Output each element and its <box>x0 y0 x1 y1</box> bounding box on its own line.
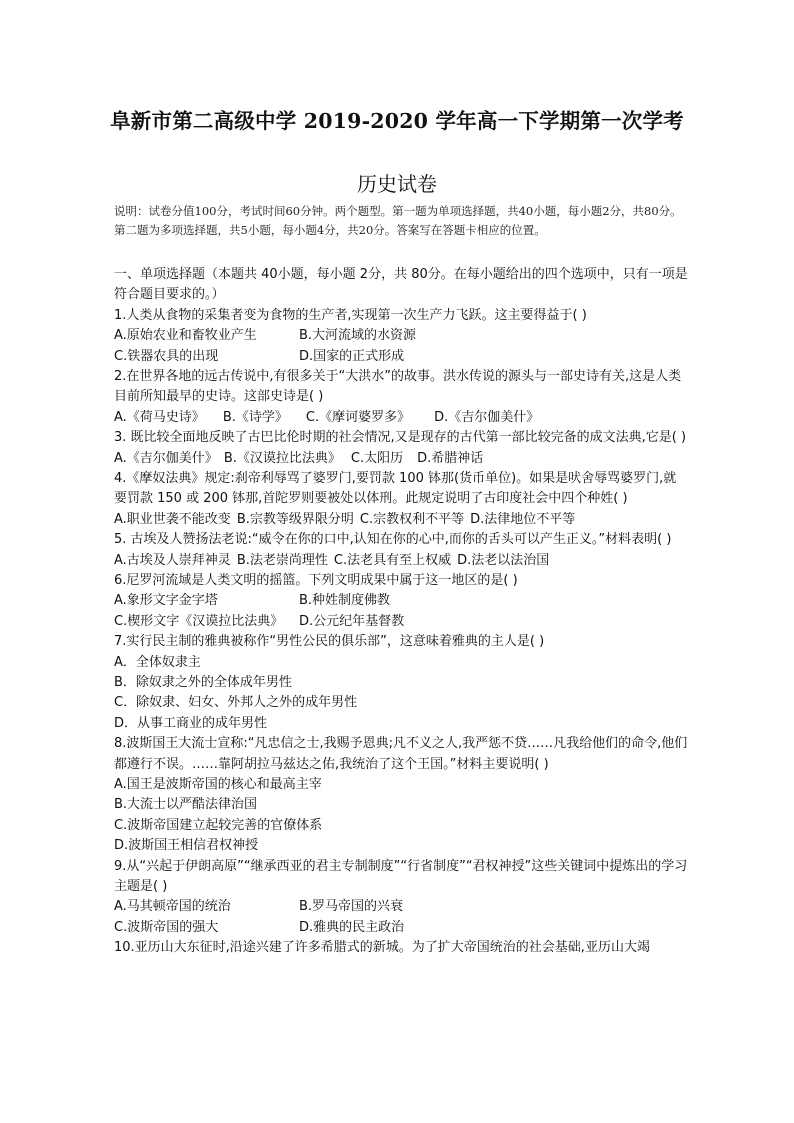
option: A.《吉尔伽美什》 <box>114 450 218 466</box>
option: C.波斯帝国的强大 <box>114 919 219 935</box>
question-stem: 9.从“兴起于伊朗高原”“继承西亚的君主专制制度”“行省制度”“君权神授”这些关键词中提炼出的学习主题是( ) <box>114 858 688 894</box>
question-stem: 5. 古埃及人赞扬法老说:“威令在你的口中,认知在你的心中,而你的舌头可以产生正义。”材料表明( ) <box>114 532 672 548</box>
option: C.波斯帝国建立起较完善的官僚体系 <box>114 817 323 833</box>
option: A.国王是波斯帝国的核心和最高主宰 <box>114 776 322 792</box>
option-row <box>114 918 689 938</box>
option: D.法律地位不平等 <box>470 511 576 527</box>
option: B．除奴隶之外的全体成年男性 <box>114 674 292 690</box>
option: A.原始农业和畜牧业产生 <box>114 328 257 344</box>
option-row <box>114 449 689 469</box>
option: A．全体奴隶主 <box>114 654 201 670</box>
option: D．从事工商业的成年男性 <box>114 715 268 731</box>
question-list <box>114 265 689 959</box>
option: D.雅典的民主政治 <box>299 919 405 935</box>
option: C．除奴隶、妇女、外邦人之外的成年男性 <box>114 695 358 711</box>
question-stem: 7.实行民主制的雅典被称作“男性公民的俱乐部”，这意味着雅典的主人是( ) <box>114 634 545 650</box>
option: D.希腊神话 <box>417 450 484 466</box>
option-row <box>114 347 689 367</box>
option-row <box>114 326 689 346</box>
option: B.大流士以严酷法律治国 <box>114 797 258 813</box>
option: C.《摩诃婆罗多》 <box>305 409 411 425</box>
option: A.象形文字金字塔 <box>114 593 218 609</box>
option: B.罗马帝国的兴衰 <box>299 899 404 915</box>
option: C.铁器农具的出现 <box>114 348 219 364</box>
option: B.《诗学》 <box>222 409 288 425</box>
question-stem: 1.人类从食物的采集者变为食物的生产者,实现第一次生产力飞跃。这主要得益于( ) <box>114 307 587 323</box>
question-stem: 3. 既比较全面地反映了古巴比伦时期的社会情况,又是现存的古代第一部比较完备的成文法典,它是( ) <box>114 430 687 446</box>
question-stem: 4.《摩奴法典》规定:刹帝利辱骂了婆罗门,要罚款 100 钵那(货币单位)。如果是吠舍辱骂婆罗门,就要罚款 150 或 200 钵那,首陀罗则要被处以体刑。此规定说明了古印度社会中四个种姓( ) <box>114 471 677 507</box>
question-stem: 6.尼罗河流域是人类文明的摇篮。下列文明成果中属于这一地区的是( ) <box>114 573 518 588</box>
exam-subtitle: 历史试卷 <box>357 172 437 196</box>
option: A.《荷马史诗》 <box>114 409 205 425</box>
option: C.太阳历 <box>350 450 404 466</box>
question-stem: 10.亚历山大东征时,沿途兴建了许多希腊式的新城。为了扩大帝国统治的社会基础,亚历山大竭 <box>114 940 650 956</box>
option: A.马其顿帝国的统治 <box>114 899 231 915</box>
option: D.法老以法治国 <box>457 552 550 568</box>
option: A.古埃及人崇拜神灵 <box>114 552 231 568</box>
question-stem: 2.在世界各地的远古传说中,有很多关于“大洪水”的故事。洪水传说的源头与一部史诗有关,这是人类目前所知最早的史诗。这部史诗是( ) <box>114 369 682 405</box>
exam-instructions: 说明：试卷分值100分，考试时间60分钟。两个题型。第一题为单项选择题，共40小题，每小题2分，共80分。第二题为多项选择题，共5小题，每小题4分，共20分。答案写在答题卡相应的位置。 <box>114 204 682 237</box>
option-row <box>114 510 689 530</box>
option-row <box>114 408 689 428</box>
option: D.公元纪年基督教 <box>299 613 405 629</box>
option-row <box>114 591 689 611</box>
option-row <box>114 897 689 917</box>
option: C.宗教权利不平等 <box>359 511 465 527</box>
section-heading: 一、单项选择题（本题共 40小题，每小题 2分，共 80分。在每小题给出的四个选项中，只有一项是符合题目要求的。） <box>114 267 688 303</box>
option: B.《汉谟拉比法典》 <box>223 450 341 466</box>
option-row <box>114 551 689 571</box>
option: D.国家的正式形成 <box>299 348 405 364</box>
option: D.《吉尔伽美什》 <box>434 409 540 425</box>
option: B.种姓制度佛教 <box>299 593 391 609</box>
option: B.大河流域的水资源 <box>299 328 417 344</box>
option: C.楔形文字《汉谟拉比法典》 <box>114 613 284 629</box>
exam-title: 阜新市第二高级中学 2019-2020 学年高一下学期第一次学考 <box>110 109 684 133</box>
option: B.宗教等级界限分明 <box>236 511 354 527</box>
option-row <box>114 612 689 632</box>
option: A.职业世袭不能改变 <box>114 511 231 527</box>
option: B.法老崇尚理性 <box>236 552 328 568</box>
option: C.法老具有至上权威 <box>333 552 452 568</box>
option: D.波斯国王相信君权神授 <box>114 838 259 854</box>
question-stem: 8.波斯国王大流士宣称:“凡忠信之士,我赐予恩典;凡不义之人,我严惩不贷……凡我给他们的命令,他们都遵行不误。……靠阿胡拉马兹达之佑,我统治了这个王国。”材料主要说明( ) <box>114 736 688 772</box>
